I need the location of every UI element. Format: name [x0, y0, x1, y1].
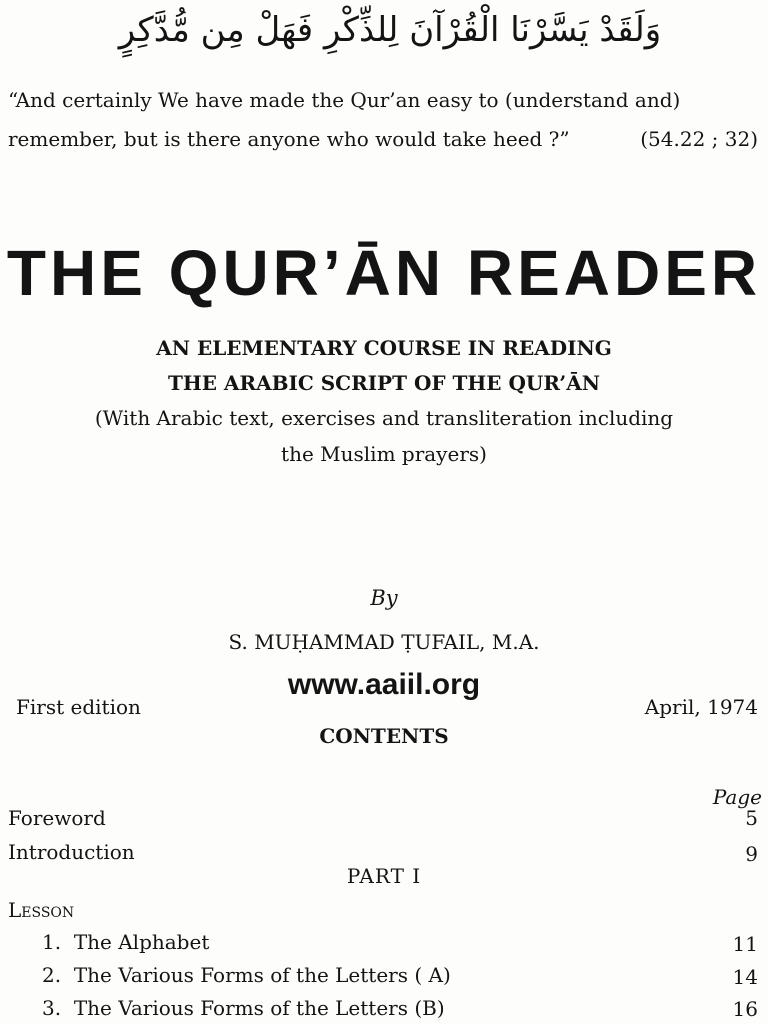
- lesson-number: 1.: [42, 930, 62, 954]
- toc-item-foreword: Foreword: [8, 806, 106, 830]
- lesson-number: 3.: [42, 996, 62, 1020]
- subtitle-line-3: (With Arabic text, exercises and transliteration including: [94, 406, 674, 430]
- lesson-item: [42, 996, 445, 1020]
- lesson-label: Lesson: [8, 898, 75, 922]
- verse-reference: (54.22 ; 32): [640, 127, 758, 151]
- subtitle-line-1: AN ELEMENTARY COURSE IN READING: [156, 336, 612, 360]
- lesson-number: 2.: [42, 963, 62, 987]
- part-heading: PART I: [346, 864, 422, 888]
- subtitle-line-2: THE ARABIC SCRIPT OF THE QUR’ĀN: [167, 371, 601, 395]
- quote-line-2: remember, but is there anyone who would take heed ?”: [8, 127, 570, 151]
- lesson-item: [42, 930, 209, 954]
- lesson-page: 11: [732, 932, 758, 956]
- lesson-item: [42, 963, 451, 987]
- page-column-heading: Page: [712, 785, 762, 809]
- by-label: By: [370, 586, 398, 610]
- contents-heading: CONTENTS: [319, 724, 449, 748]
- lesson-page: 14: [732, 965, 758, 989]
- publication-date: April, 1974: [644, 695, 758, 719]
- edition-label: First edition: [16, 695, 141, 719]
- website-link[interactable]: www.aaiil.org: [287, 668, 481, 701]
- lesson-page: 16: [732, 997, 758, 1021]
- author-name: S. MUḤAMMAD ṬUFAIL, M.A.: [228, 630, 540, 654]
- toc-item-introduction: Introduction: [8, 840, 135, 864]
- arabic-verse: وَلَقَدْ يَسَّرْنَا الْقُرْآنَ لِلذِّكْرِ فَهَلْ مِن مُّدَّكِرٍ: [118, 10, 662, 50]
- quote-line-1: “And certainly We have made the Qur’an easy to (understand and): [8, 88, 681, 112]
- book-title: THE QUR’ĀN READER: [6, 237, 762, 309]
- lesson-title: The Alphabet: [73, 930, 210, 954]
- toc-page-foreword: 5: [745, 806, 758, 830]
- lesson-title: The Various Forms of the Letters ( A): [73, 963, 451, 987]
- toc-page-introduction: 9: [745, 842, 758, 866]
- subtitle-line-4: the Muslim prayers): [281, 442, 487, 466]
- lesson-title: The Various Forms of the Letters (B): [73, 996, 445, 1020]
